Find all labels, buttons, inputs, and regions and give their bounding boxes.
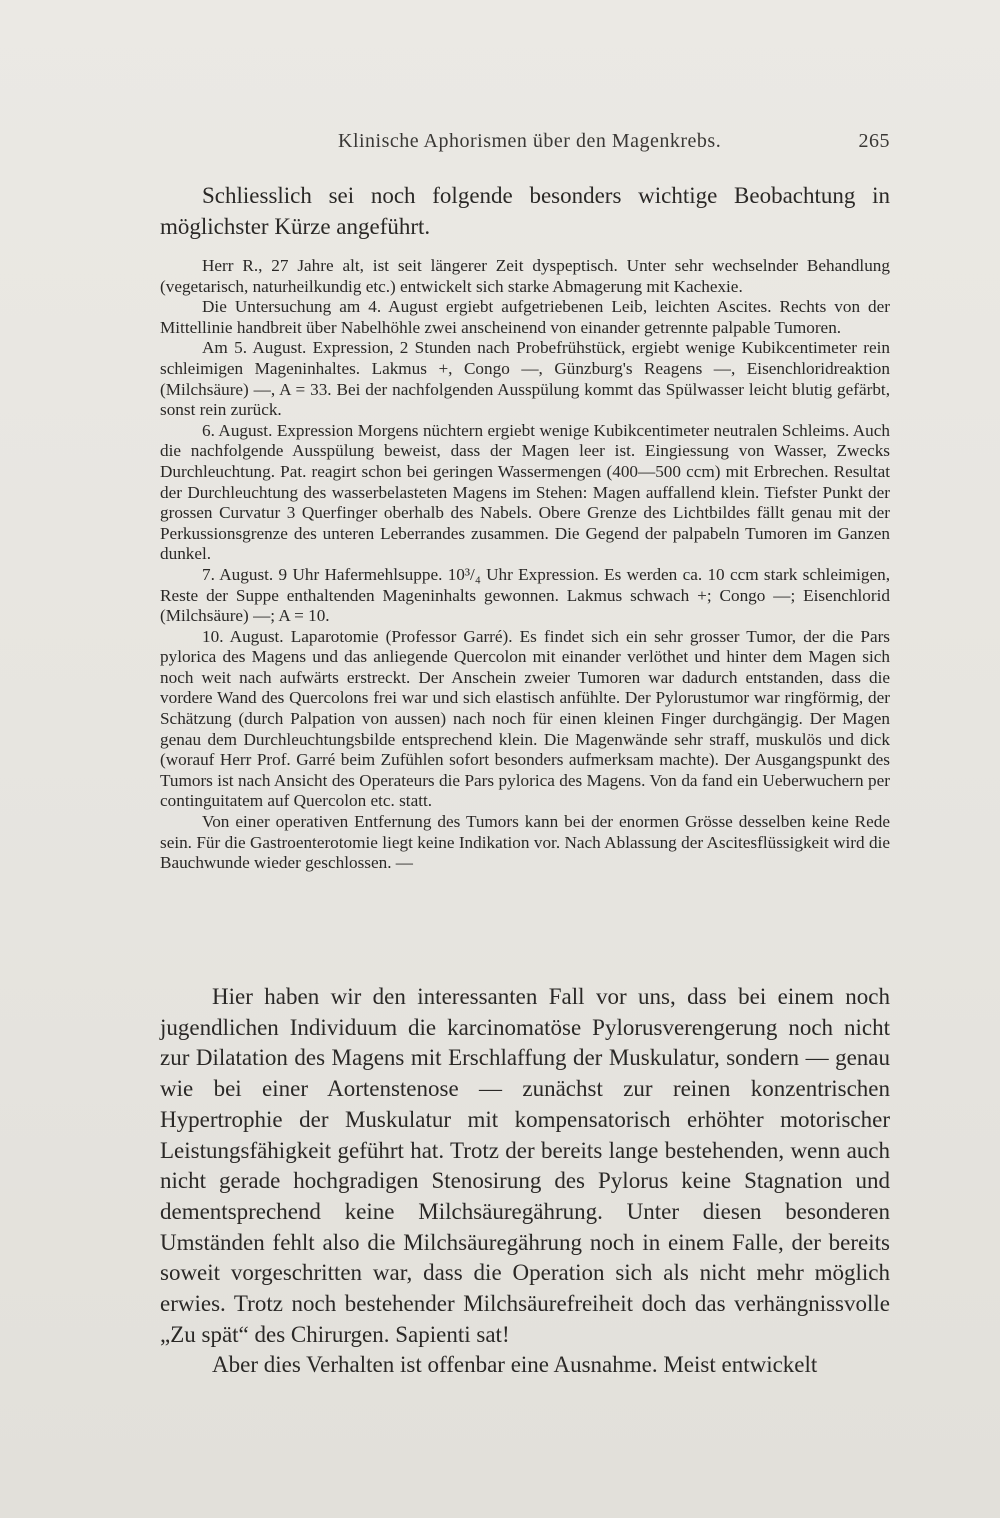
case-paragraph: 6. August. Expression Morgens nüchtern ergiebt wenige Kubikcentimeter neutralen Schleims. Auch die nachfolgende Ausspülung beweist, dass der Magen leer ist. Eingiessung von Wasser, Zwecks Durchleuchtung. Pat. reagirt schon bei geringen Wassermengen (400—500 ccm) mit Erbrechen. Resultat der Durchleuchtung des wasserbelasteten Magens im Stehen: Magen auffallend klein. Tiefster Punkt der grossen Curvatur 3 Querfinger oberhalb des Nabels. Obere Grenze des Lichtbildes fällt genau mit der Perkussionsgrenze des unteren Leberrandes zusammen. Die Gegend der palpabeln Tumoren im Ganzen dunkel. (160, 420, 890, 564)
page-header (160, 130, 890, 160)
case-paragraph: 7. August. 9 Uhr Hafermehlsuppe. 10³/₄ Uhr Expression. Es werden ca. 10 ccm stark schleimigen, Reste der Suppe enthaltenden Mageninhalts gewonnen. Lakmus schwach +; Congo —; Eisenchlorid (Milchsäure) —; A = 10. (160, 564, 890, 626)
case-paragraph: 10. August. Laparotomie (Professor Garré). Es findet sich ein sehr grosser Tumor, der die Pars pylorica des Magens und das anliegende Quercolon mit einander verlöthet und hinter dem Magen sich noch weit nach aufwärts erstreckt. Der Anschein zweier Tumoren war dadurch entstanden, dass die vordere Wand des Quercolons frei war und sich elastisch anfühlte. Der Pylorustumor war ringförmig, der Schätzung (durch Palpation von aussen) nach noch für einen kleinen Finger durchgängig. Der Magen genau dem Durchleuchtungsbilde entsprechend klein. Die Magenwände sehr straff, muskulös und dick (worauf Herr Prof. Garré beim Zufühlen sofort besonders aufmerksam machte). Der Ausgangspunkt des Tumors ist nach Ansicht des Operateurs die Pars pylorica des Magens. Von da fand ein Ueberwuchern per continguitatem auf Quercolon etc. statt. (160, 626, 890, 811)
case-paragraph: Von einer operativen Entfernung des Tumors kann bei der enormen Grösse desselben keine Rede sein. Für die Gastroenterotomie liegt keine Indikation vor. Nach Ablassung der Ascitesflüssigkeit wird die Bauchwunde wieder geschlossen. — (160, 812, 890, 873)
discussion-paragraph: Hier haben wir den interessanten Fall vor uns, dass bei einem noch jugendlichen Individuum die karcinomatöse Pylorusverengerung noch nicht zur Dilatation des Magens mit Erschlaffung der Muskulatur, sondern — genau wie bei einer Aortenstenose — zunächst zur reinen konzentrischen Hypertrophie der Muskulatur mit kompensatorisch erhöhter motorischer Leistungsfähigkeit geführt hat. Trotz der bereits lange bestehenden, wenn auch nicht gerade hochgradigen Stenosirung des Pylorus keine Stagnation und dementsprechend keine Milchsäuregährung. Unter diesen besonderen Umständen fehlt also die Milchsäuregährung noch in einem Falle, der bereits soweit vorgeschritten war, dass die Operation sich als nicht mehr möglich erwies. Trotz noch bestehender Milchsäurefreiheit doch das verhängnissvolle „Zu spät“ des Chirurgen. Sapienti sat! (160, 984, 890, 1347)
intro-paragraph: Schliesslich sei noch folgende besonders wichtige Beobachtung in möglichster Kürze angeführt. (160, 183, 890, 239)
discussion (160, 982, 890, 1381)
case-paragraph: Am 5. August. Expression, 2 Stunden nach Probefrühstück, ergiebt wenige Kubikcentimeter rein schleimigen Mageninhaltes. Lakmus +, Congo —, Günzburg's Reagens —, Eisenchloridreaktion (Milchsäure) —, A = 33. Bei der nachfolgenden Ausspülung kommt das Spülwasser leicht blutig gefärbt, sonst rein zurück. (160, 338, 890, 420)
page-number: 265 (858, 130, 890, 152)
running-title: Klinische Aphorismen über den Magenkrebs. (338, 130, 722, 152)
discussion-paragraph: Aber dies Verhalten ist offenbar eine Ausnahme. Meist entwickelt (212, 1352, 818, 1378)
case-paragraph: Herr R., 27 Jahre alt, ist seit längerer Zeit dyspeptisch. Unter sehr wechselnder Behandlung (vegetarisch, naturheilkundig etc.) entwickelt sich starke Abmagerung mit Kachexie. (160, 256, 890, 296)
intro-paragraph-block (160, 180, 890, 242)
case-report (160, 256, 890, 874)
case-paragraph: Die Untersuchung am 4. August ergiebt aufgetriebenen Leib, leichten Ascites. Rechts von der Mittellinie handbreit über Nabelhöhle zwei anscheinend von einander getrennte palpable Tumoren. (160, 297, 890, 337)
